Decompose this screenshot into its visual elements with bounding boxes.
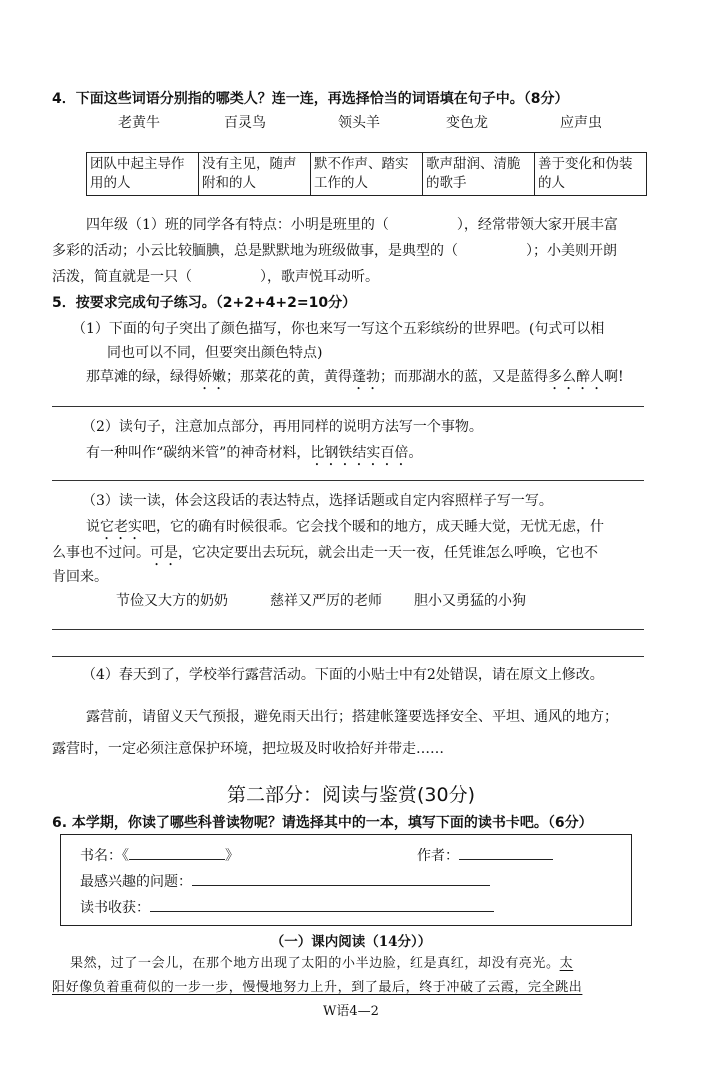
reading-text-line: 果然，过了一会儿，在那个地方出现了太阳的小半边脸，红是真红，却没有亮光。太 bbox=[70, 956, 574, 971]
q5-p1-instruction: 同也可以不同，但要突出颜色特点) bbox=[107, 345, 323, 361]
q5-p1-example: 那草滩的绿，绿得娇嫩；那菜花的黄，黄得蓬勃；而那湖水的蓝，又是蓝得多么醉人啊! bbox=[86, 369, 624, 385]
topic-option: 胆小又勇猛的小狗 bbox=[414, 593, 526, 609]
question-4-title: 4．下面这些词语分别指的哪类人？连一连，再选择恰当的词语填在句子中。（8分） bbox=[52, 91, 569, 107]
reading-card bbox=[60, 834, 632, 926]
question-5-title: 5．按要求完成句子练习。（2+2+4+2=10分） bbox=[52, 295, 357, 311]
description-cell: 善于变化和伪装的人 bbox=[535, 153, 647, 196]
description-cell: 没有主见，随声附和的人 bbox=[199, 153, 311, 196]
part2-title: 第二部分：阅读与鉴赏(30分) bbox=[226, 784, 475, 806]
word-item: 百灵鸟 bbox=[224, 115, 266, 131]
answer-line[interactable] bbox=[52, 629, 644, 630]
author-field: 作者： bbox=[417, 845, 553, 865]
q5-p3-example: 么事也不过问。可是，它决定要出去玩玩，就会出走一天一夜，任凭谁怎么呼唤，它也不 bbox=[52, 545, 598, 561]
gain-input[interactable] bbox=[150, 897, 494, 912]
topic-option: 慈祥又严厉的老师 bbox=[270, 593, 382, 609]
book-name-field: 书名：《 》 bbox=[80, 845, 239, 865]
q5-p3-example: 肯回来。 bbox=[52, 569, 108, 585]
q4-paragraph-line: 四年级（1）班的同学各有特点：小明是班里的（ ），经常带领大家开展丰富 bbox=[86, 217, 618, 233]
interest-field: 最感兴趣的问题： bbox=[80, 871, 490, 891]
q5-p3-instruction: （3）读一读，体会这段话的表达特点，选择话题或自定内容照样子写一写。 bbox=[82, 493, 553, 509]
description-table bbox=[86, 152, 647, 196]
question-6-title: 6. 本学期，你读了哪些科普读物呢？请选择其中的一本，填写下面的读书卡吧。（6分） bbox=[52, 815, 593, 831]
q5-p4-text: 露营前，请留义天气预报，避免雨天出行；搭建帐篷要选择安全、平坦、通风的地方； bbox=[86, 709, 618, 725]
answer-line[interactable] bbox=[52, 656, 644, 657]
q4-paragraph-line: 活泼，简直就是一只（ ），歌声悦耳动听。 bbox=[52, 269, 379, 285]
q5-p4-instruction: （4）春天到了，学校举行露营活动。下面的小贴士中有2处错误，请在原文上修改。 bbox=[82, 667, 604, 683]
q5-p4-text: 露营时，一定必须注意保护环境，把垃圾及时收拾好并带走…… bbox=[52, 741, 444, 757]
description-cell: 歌声甜润、清脆的歌手 bbox=[423, 153, 535, 196]
answer-line[interactable] bbox=[52, 480, 644, 481]
page-number: W语4—2 bbox=[323, 1004, 379, 1019]
q5-p3-example: 说它老实吧，它的确有时候很乖。它会找个暖和的地方，成天睡大觉，无忧无虑，什 bbox=[86, 519, 604, 535]
q4-paragraph-line: 多彩的活动；小云比较腼腆，总是默默地为班级做事，是典型的（ ）；小美则开朗 bbox=[52, 243, 617, 259]
interest-input[interactable] bbox=[192, 871, 490, 886]
word-item: 应声虫 bbox=[560, 115, 602, 131]
word-item: 领头羊 bbox=[338, 115, 380, 131]
gain-field: 读书收获： bbox=[80, 897, 494, 917]
topic-option: 节俭又大方的奶奶 bbox=[116, 593, 228, 609]
reading-text-line: 阳好像负着重荷似的一步一步，慢慢地努力上升，到了最后，终于冲破了云霞，完全跳出 bbox=[52, 980, 583, 995]
word-item: 变色龙 bbox=[446, 115, 488, 131]
book-name-input[interactable] bbox=[129, 845, 225, 860]
answer-line[interactable] bbox=[52, 406, 644, 407]
word-item: 老黄牛 bbox=[118, 115, 160, 131]
word-list bbox=[0, 112, 702, 132]
author-input[interactable] bbox=[459, 845, 553, 860]
q5-p2-example: 有一种叫作“碳纳米管”的神奇材料，比钢铁结实百倍。 bbox=[86, 445, 423, 461]
description-cell: 团队中起主导作用的人 bbox=[87, 153, 199, 196]
q5-p2-instruction: （2）读句子，注意加点部分，再用同样的说明方法写一个事物。 bbox=[82, 419, 483, 435]
q5-p1-instruction: （1）下面的句子突出了颜色描写，你也来写一写这个五彩缤纷的世界吧。(句式可以相 bbox=[72, 321, 605, 337]
reading-section-title: （一）课内阅读（14分）） bbox=[270, 934, 432, 950]
description-cell: 默不作声、踏实工作的人 bbox=[311, 153, 423, 196]
